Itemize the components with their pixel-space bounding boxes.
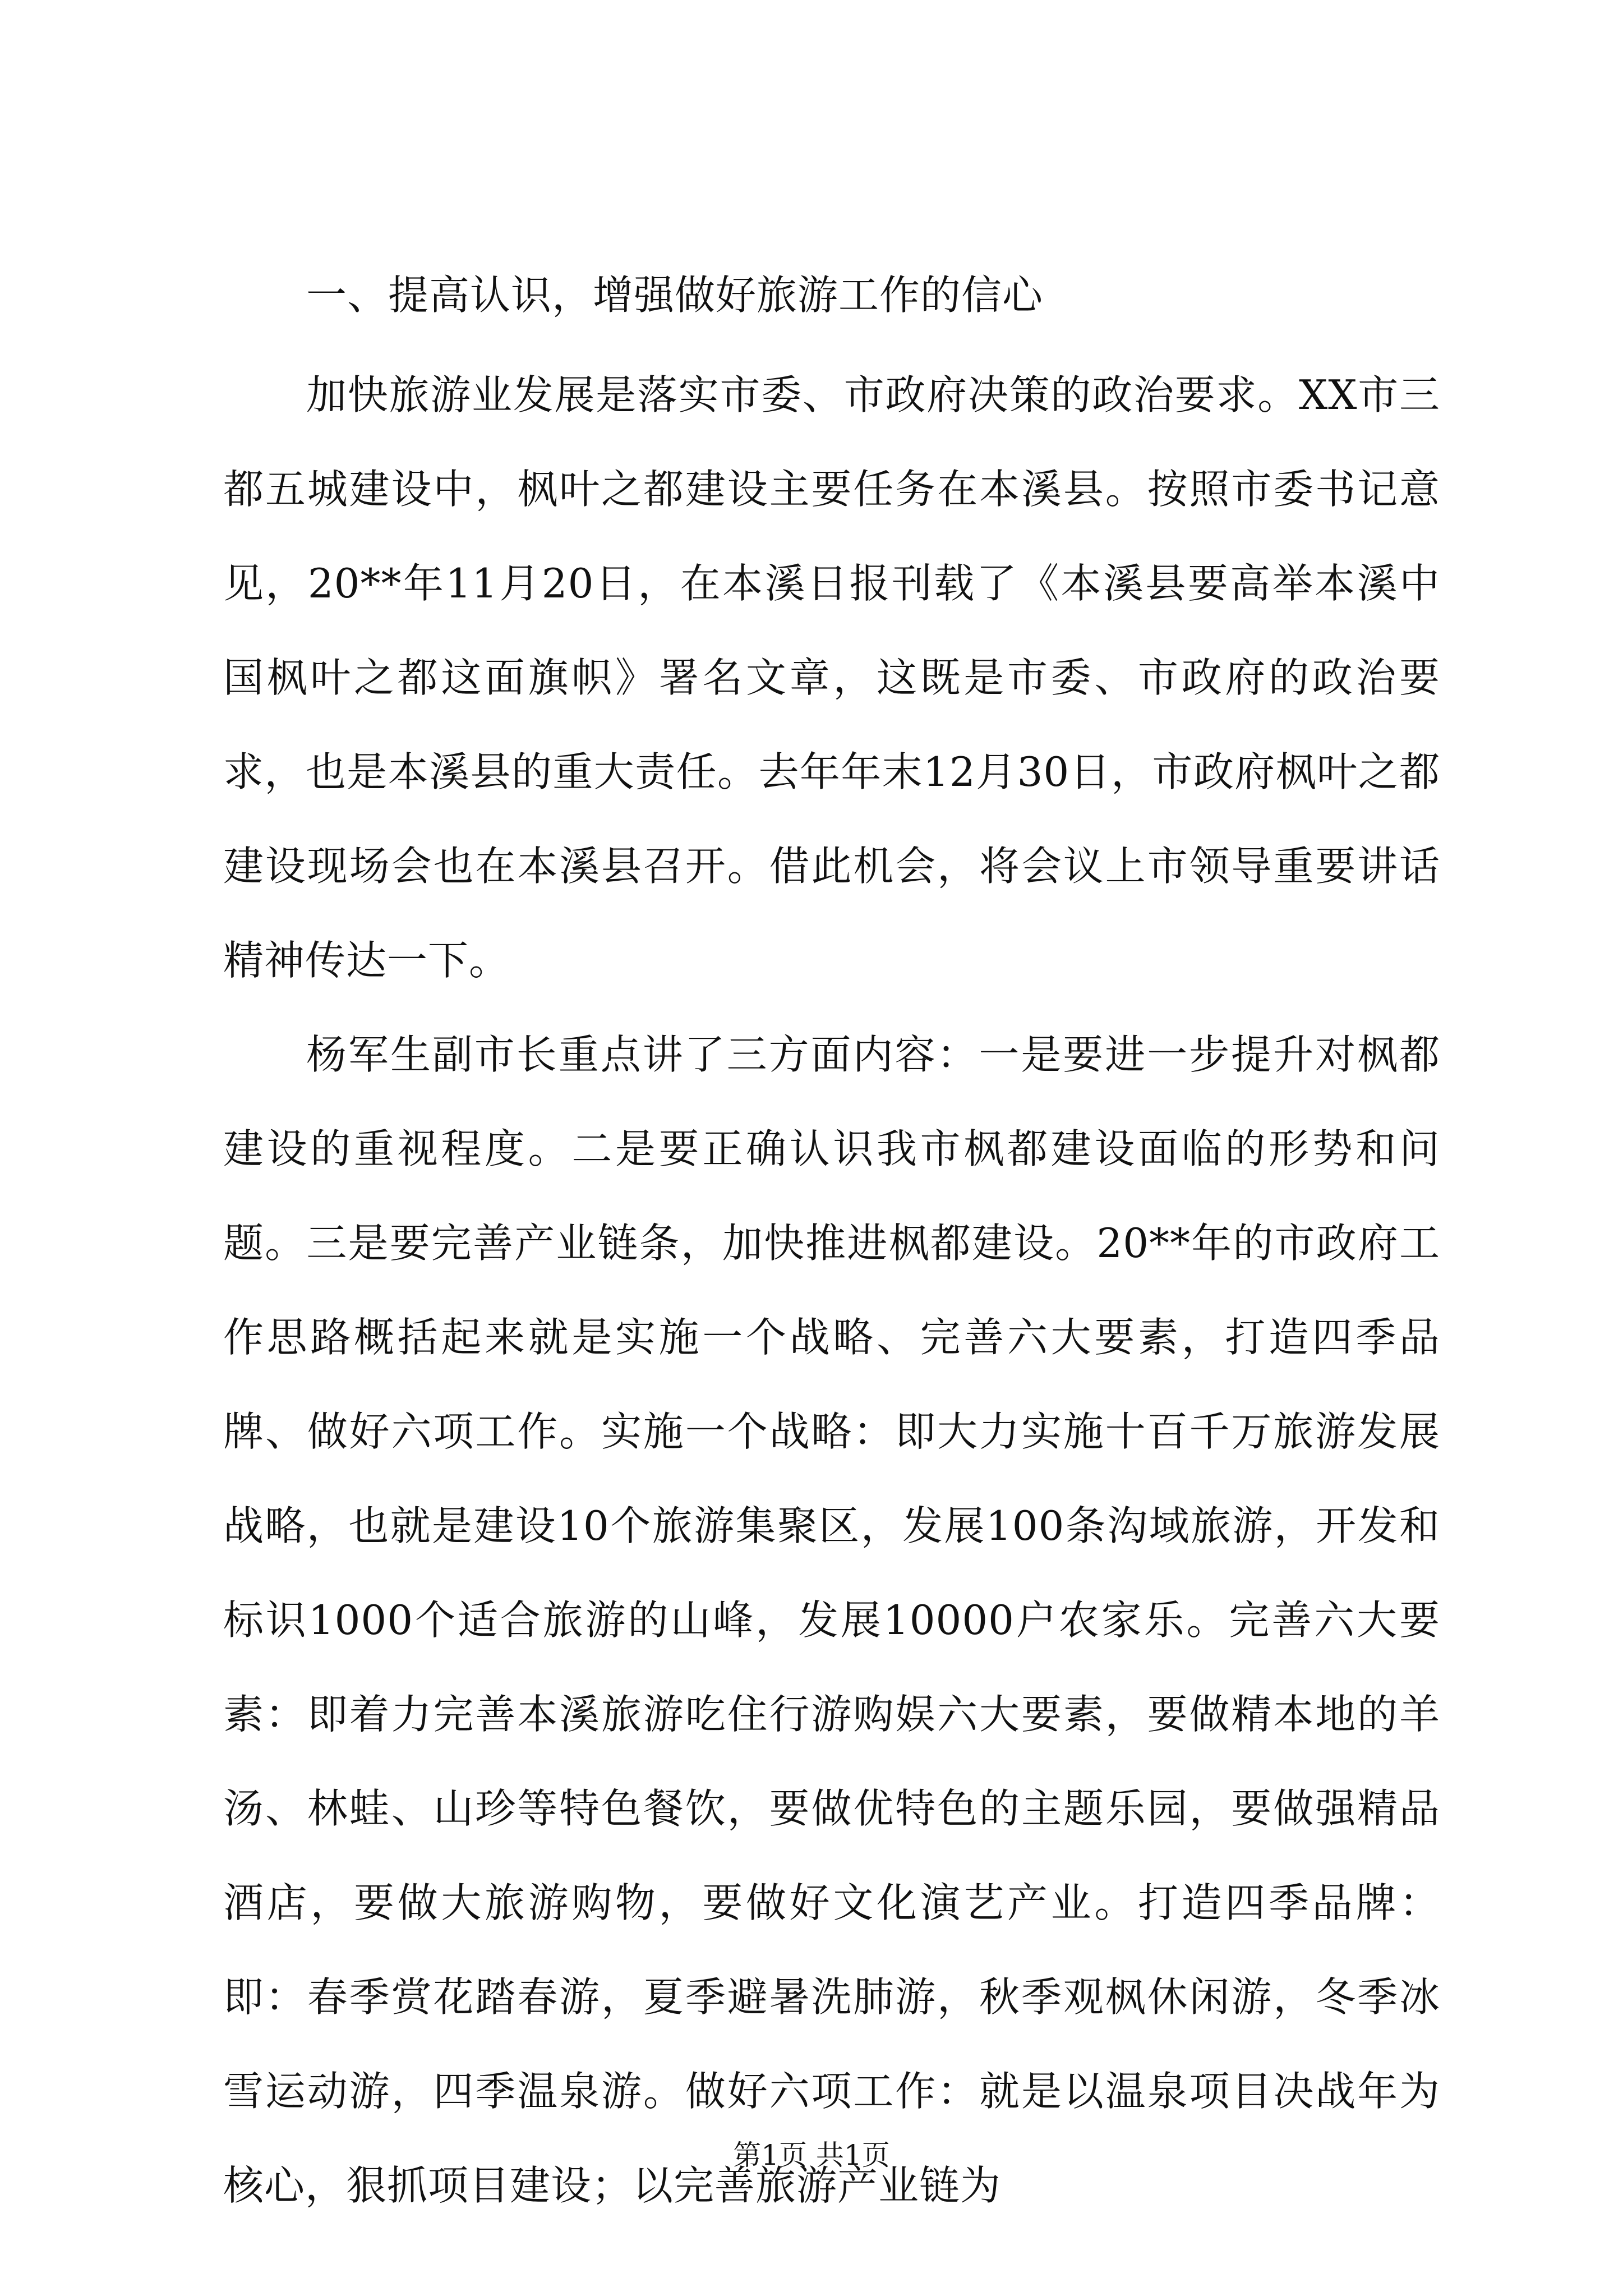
paragraph: 杨军生副市长重点讲了三方面内容：一是要进一步提升对枫都建设的重视程度。二是要正确认识我市枫都建设面临的形势和问题。三是要完善产业链条，加快推进枫都建设。20**年的市政府工作思路概括起来就是实施一个战略、完善六大要素，打造四季品牌、做好六项工作。实施一个战略：即大力实施十百千万旅游发展战略，也就是建设10个旅游集聚区，发展100条沟域旅游，开发和标识1000个适合旅游的山峰，发展10000户农家乐。完善六大要素：即着力完善本溪旅游吃住行游购娱六大要素，要做精本地的羊汤、林蛙、山珍等特色餐饮，要做优特色的主题乐园，要做强精品酒店，要做大旅游购物，要做好文化演艺产业。打造四季品牌：即：春季赏花踏春游，夏季避暑洗肺游，秋季观枫休闲游，冬季冰雪运动游，四季温泉游。做好六项工作：就是以温泉项目决战年为核心，狠抓项目建设；以完善旅游产业链为 bbox=[223, 1031, 1440, 2209]
document-body bbox=[223, 348, 1440, 2233]
section-heading: 一、提高认识，增强做好旅游工作的信心 bbox=[306, 272, 1044, 319]
paragraph: 加快旅游业发展是落实市委、市政府决策的政治要求。XX市三都五城建设中，枫叶之都建设主要任务在本溪县。按照市委书记意见，20**年11月20日，在本溪日报刊载了《本溪县要高举本溪中国枫叶之都这面旗帜》署名文章，这既是市委、市政府的政治要求，也是本溪县的重大责任。去年年末12月30日，市政府枫叶之都建设现场会也在本溪县召开。借此机会，将会议上市领导重要讲话精神传达一下。 bbox=[223, 371, 1440, 984]
page-footer: 第1页 共1页 bbox=[733, 2139, 890, 2171]
